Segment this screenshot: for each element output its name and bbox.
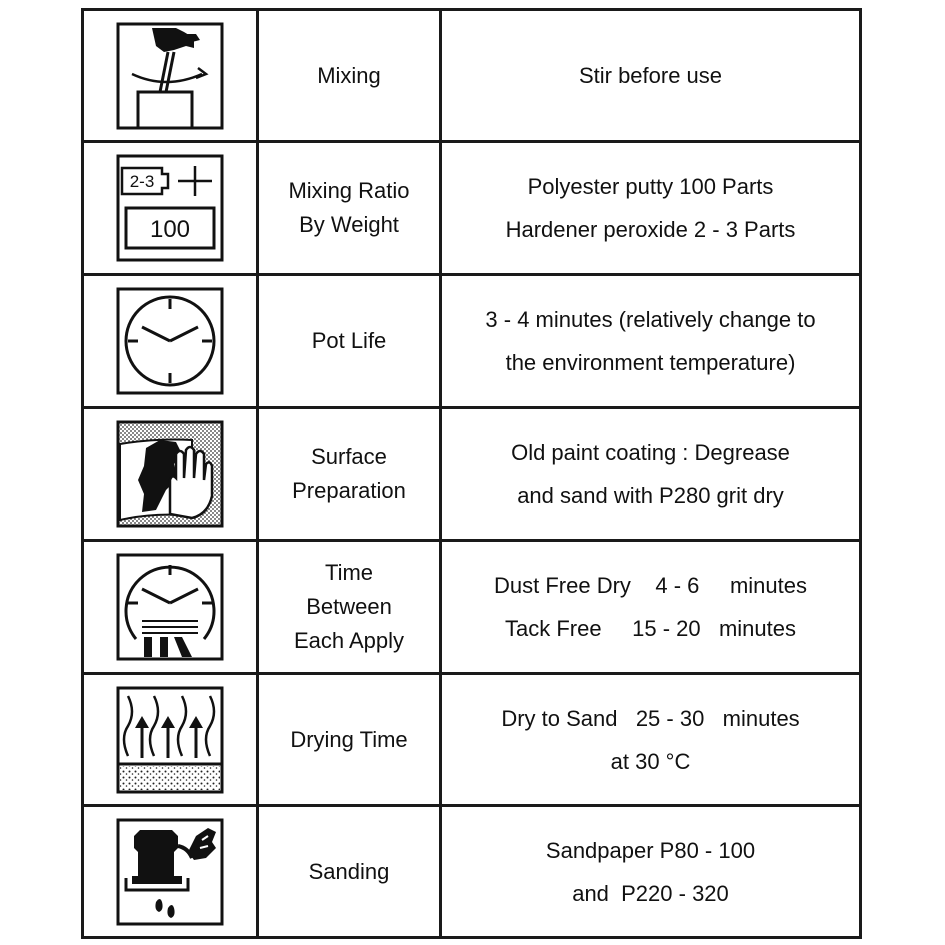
property-description <box>441 275 861 408</box>
description-line: Tack Free 15 - 20 minutes <box>504 616 796 641</box>
property-description <box>441 10 861 142</box>
property-description <box>441 408 861 541</box>
property-description <box>441 674 861 806</box>
description-line: at 30 °C <box>610 748 691 774</box>
table-row <box>83 142 861 275</box>
description-line: Dry to Sand 25 - 30 minutes <box>501 705 800 731</box>
table-row <box>83 408 861 541</box>
ratio-putty-text: 100 <box>149 216 191 243</box>
label-line: Preparation <box>292 478 406 503</box>
icon-cell <box>83 674 258 806</box>
icon-cell <box>83 10 258 142</box>
label-line: By Weight <box>299 212 399 237</box>
description-line: Old paint coating : Degrease <box>511 440 790 465</box>
property-label <box>258 541 441 674</box>
description-line: Hardener peroxide 2 - 3 Parts <box>505 217 796 242</box>
property-label <box>258 142 441 275</box>
table-row <box>83 806 861 938</box>
hand-wiping-icon <box>116 420 224 528</box>
description-line: Sandpaper P80 - 100 <box>545 837 756 863</box>
description-line: Dust Free Dry 4 - 6 minutes <box>494 573 807 598</box>
label-line: Pot Life <box>311 328 387 353</box>
property-description <box>441 142 861 275</box>
heat-drying-icon <box>116 686 224 794</box>
sanding-icon <box>116 818 224 926</box>
description-line: and sand with P280 grit dry <box>517 483 784 508</box>
table-row <box>83 674 861 806</box>
property-label <box>258 275 441 408</box>
clock-drying-icon <box>116 553 224 661</box>
description-line: the environment temperature) <box>505 350 796 375</box>
table-row <box>83 541 861 674</box>
description-line: Stir before use <box>578 63 723 88</box>
property-description <box>441 806 861 938</box>
property-description <box>441 541 861 674</box>
label-line: Each Apply <box>293 628 405 653</box>
description-line: Polyester putty 100 Parts <box>527 174 774 199</box>
icon-cell <box>83 142 258 275</box>
label-line: Sanding <box>308 858 390 884</box>
property-label <box>258 408 441 541</box>
icon-cell <box>83 806 258 938</box>
clock-icon <box>116 287 224 395</box>
icon-cell <box>83 275 258 408</box>
description-line: 3 - 4 minutes (relatively change to <box>485 307 816 332</box>
label-line: Drying Time <box>290 726 408 752</box>
stirring-icon <box>116 22 224 130</box>
property-label <box>258 10 441 142</box>
label-line: Mixing Ratio <box>288 178 410 203</box>
property-label <box>258 674 441 806</box>
label-line: Between <box>306 594 392 619</box>
table-row <box>83 275 861 408</box>
description-line: and P220 - 320 <box>572 880 729 906</box>
spec-table <box>81 8 862 939</box>
mixing-ratio-icon <box>116 154 224 262</box>
ratio-hardener-text: 2-3 <box>129 172 155 191</box>
label-line: Time <box>324 560 374 585</box>
icon-cell <box>83 541 258 674</box>
label-line: Surface <box>311 444 387 469</box>
table-row <box>83 10 861 142</box>
property-label <box>258 806 441 938</box>
label-line: Mixing <box>317 62 381 88</box>
icon-cell <box>83 408 258 541</box>
